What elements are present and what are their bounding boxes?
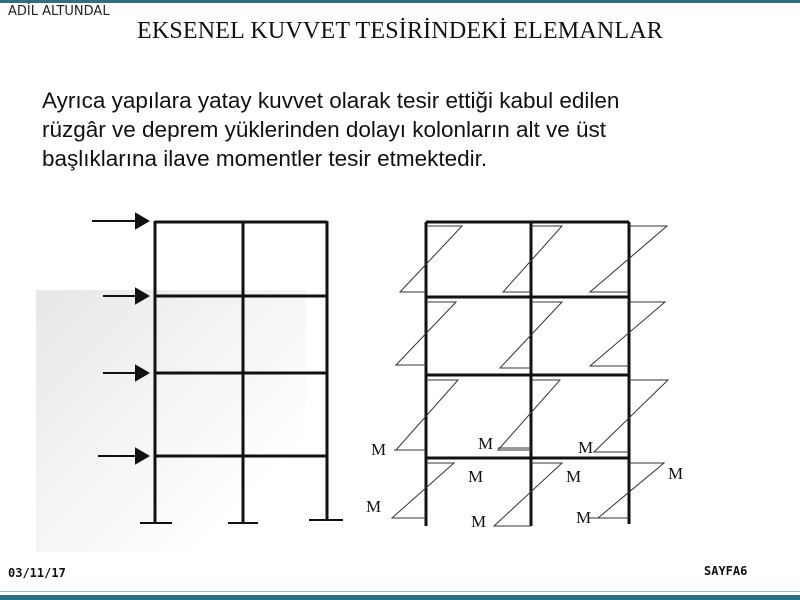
load-arrow-head (136, 289, 148, 303)
load-arrow-head (136, 449, 148, 463)
moment-label: M (468, 467, 484, 486)
frame-diagram (0, 190, 800, 540)
right-frame (426, 222, 629, 526)
moment-diagram (400, 226, 462, 292)
paragraph-line-2: rüzgâr ve deprem yüklerinden dolayı kolonların alt ve üst (42, 117, 607, 142)
moment-label: M (576, 508, 592, 527)
moment-label: M (478, 434, 494, 453)
bottom-accent-bar (0, 595, 800, 600)
slide-paragraph (42, 86, 782, 173)
footer-page-number: SAYFA6 (704, 564, 748, 578)
top-accent-bar (0, 0, 800, 3)
load-arrow-head (136, 214, 148, 228)
load-arrow-head (136, 366, 148, 380)
moment-diagram (498, 380, 560, 450)
moment-diagram (494, 463, 562, 526)
bottom-divider (0, 591, 800, 592)
moment-label: M (668, 464, 684, 483)
moment-label: M (566, 467, 582, 486)
moment-diagram (598, 463, 664, 518)
moment-label: M (578, 438, 594, 457)
author-label: ADİL ALTUNDAL (8, 4, 110, 19)
moment-label: M (371, 440, 387, 459)
moment-diagram (594, 380, 668, 452)
paragraph-line-3: başlıklarına ilave momentler tesir etmektedir. (42, 146, 488, 171)
slide-title: EKSENEL KUVVET TESİRİNDEKİ ELEMANLAR (136, 18, 664, 44)
moment-diagram (392, 463, 454, 518)
footer-date: 03/11/17 (8, 566, 66, 580)
moment-label: M (471, 512, 487, 531)
left-frame (140, 221, 343, 523)
lateral-load-arrows (92, 214, 148, 463)
paragraph-line-1: Ayrıca yapılara yatay kuvvet olarak tesir ettiği kabul edilen (42, 88, 620, 113)
moment-label: M (366, 497, 382, 516)
